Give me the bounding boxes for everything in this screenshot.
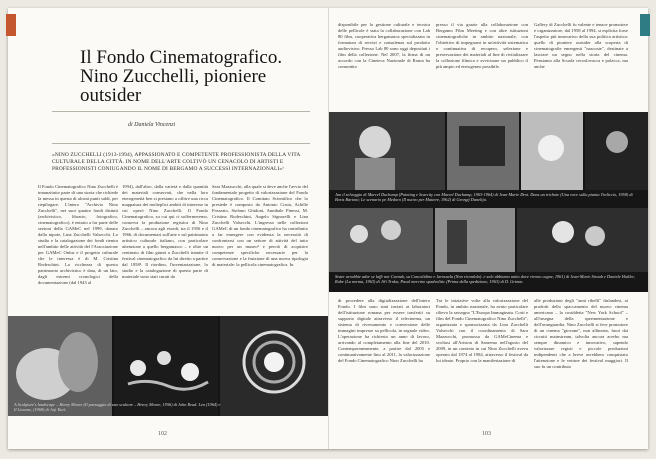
right-photo-caption-top: Jan il selvaggio di Marcel Duchamp (Painting e Scarcity con Marcel Duchamp, 1963-1964) di Jean-Marie Drot. Dans un trichote (Una voce sulla pianta Traliccio, 1958) di Boris Bartoni; Le scenario pe Medoro (Il nuovo per Mattere, 1962) di Georgij Danelija. xyxy=(335,192,633,203)
still-figure-head xyxy=(157,351,171,365)
article-deck: «NINO ZUCCHELLI (1913-1994), APPASSIONATO E COMPETENTE PROFESSIONISTA DELLA VITA CULTURALE DELLA CITTÀ. IN NOME DELL'ARTE COLTIVÒ UN CENACOLO DI ARTISTI E PROFESSIONISTI CONIUGANDO IL NOME DI BERGAMO A SUCCESSI INTERNAZIONALI»¹ xyxy=(52,152,301,173)
still-figure-head xyxy=(181,363,199,381)
article-title xyxy=(80,48,320,105)
left-photo-caption: A Sculpture's landscape – Henry Moore (Il paesaggio di uno scultore – Henry Moore, 1956) di John Read. Lea (1964) e Il Lissone, (1968) di Joji Kurì. xyxy=(14,402,221,413)
still-figure-head xyxy=(130,360,146,376)
still-window xyxy=(459,126,505,166)
section-tab-right xyxy=(640,14,650,36)
right-bottom-column-1: di procedere alla digitalizzazione dell'intero Fondo. I film sono stati inviati ai laboratori dell'istituzione romana per essere trasferiti su supporto digitale attraverso il telecinema, un sistema di riversamento e conversione delle immagini impresse su pellicola, in segnale video. L'operazione ha richiesto un anno di lavoro, arrivando al completamento alla fine del 2010. Contemporaneamente, a partire dal 2005 e continuativamente fino al 2011, la valorizzazione del Fondo Cinematografico Nino Zucchelli ha xyxy=(338,298,430,363)
right-bottom-column-2: Tra le iniziative volte alla valorizzazione del Fondo, in ambito nazionale, ha avuto particolare rilievo la rassegna "L'Europa Immaginata. Corti e film del Fondo Cinematografico Nino Zucchelli", organizzata e sponsorizzata da Lina Zucchelli Valsecchi con il coordinamento di Sara Mazzucchi, promossa da GAMeCinema e svoltasi all'Ariston di Sanremo nell'agosto del 2009, in un contesto in cui Nino Zucchelli aveva operato dal 1974 al 1984, attraverso il festival da lui ideato. Proprio con la manifestazione di xyxy=(436,298,528,363)
right-column-3: Gallery di Zucchelli fu valente e tenace promotore e organizzatore, dal 1958 al 1994, si esplicita forse l'aspetto più innovativo della sua politica artistica: quello di pioniere outsider alla scoperta di cinematografie emergenti "nascoste", destinate a lasciare un segno nella storia del cinema. Pensiamo alla Scuola cecoslovacca e polacca, ma anche xyxy=(534,22,628,69)
magazine-spread xyxy=(8,8,648,449)
still-figure-head xyxy=(552,221,574,243)
still-figure-head xyxy=(585,226,605,246)
still-figure-head xyxy=(350,225,368,243)
left-column-3: Sara Mazzucchi, alla quale si deve anche l'avvio del fondamentale progetto di valorizzazione del Fondo Cinematografico. Il Comitato Scientifico che lo presiede è composto da Antonio Costa, Achille Frezzato, Stefano Ghidoni, Annibale Pinessi, M. Cristina Rodeschini, Angelo Signorelli e Lina Zucchelli Valsecchi. L'ingresso nelle collezioni GAMeC di un fondo cinematografico ha contribuito a far emergere con evidenza la necessità di confrontarsi con un settore di attività del tutto nuovo per un museo³ e perciò di acquisire competenze specifiche necessarie per la conservazione e la fruizione di una nuova tipologia di materiale: la pellicola cinematografica. In xyxy=(212,184,308,267)
still-figure-head xyxy=(381,220,401,240)
still-crowd xyxy=(329,208,433,272)
left-column-2: 1994), dall'altro, dalla varietà e dalla quantità dei materiali conservati, che nella loro eterogeneità ben si prestano a offrire una ricca mappatura dei molteplici ambiti di interesse in cui operò Nino Zucchelli. Il Fondo Cinematografico, su cui qui ci soffermeremo, conserva la produzione registica di Nino Zucchelli – ancora agli esordi, tra il 1956 e il 1966, di documentari sull'arte e sul patrimonio artistico culturale italiano, con particolare attenzione a quello bergamasco – e oltre un centinaio di film giunti a Zucchelli tramite il festival cinematografico da lui diretto a partire dal 1958². Il riordino, l'inventariazione, lo studio e la catalogazione di questa parte di materiale sono stati curati da xyxy=(122,184,208,279)
still-couple xyxy=(517,208,648,272)
title-line-2: Nino Zucchelli, pioniere outsider xyxy=(80,66,267,106)
right-photo-caption-bottom: Sister arrabbie ador se lafft nor Cavnak, su Concolidino e Jarosavla (Non ricordalo). e solo abbiamo unito dove vivono cagne, 1961) di Jean-Marie Straub e Daniele Huillet; Rabe (La norma, 1963) di Jiří Trnka; Pasol mercino spadvolitic (Prima della spedizione, 1963) di D. Grimm. xyxy=(335,274,636,285)
left-column-1: Il Fondo Cinematografico Nino Zucchelli è innanzitutto parte di una storia che richiede la messa in questa di alcuni punti saldi, per riepilogare. L'intero "Archivio Nino Zucchelli", nei suoi quattro fondi distinti (archivistico, librario, fotografico, cinematografico), è entrato a far parte delle sezioni della GAMeC nel 1999, donato dalla nipote, Lina Zucchelli Valsecchi. Lo studio e la catalogazione dei fondi rientra nell'ambito delle attività del l'Associazione per GAMeC Onlus e il progetto culturale che le interessa è di M. Cristina Rodeschini. La ricchezza di questo patrimonio archivistico è data, di un lato, dagli estremi cronologici della documentazione (dal 1943 al xyxy=(38,184,118,285)
right-bottom-column-3: alle produzioni degli "anni ribelli" finlandesi, ai prodotti dello spaccamento del nuovo cinema americano – la cosiddetta "New York School" – all'insegna della sperimentazione e dell'avanguardia. Nino Zucchelli si fece promotore di un cinema "giovane", non allineato, fuori dai circuiti mainstream, talvolta ancora acerbo ma sempre dinamico e innovativo, sapendo valorizzare registi e piccole produzioni indipendenti che a breve avrebbero conquistato l'attenzione e le vetrine dei festival maggiori. Il suo fu un contributo xyxy=(534,298,628,369)
still-figure xyxy=(538,135,564,161)
film-stills-grid-right xyxy=(329,112,648,292)
title-rule xyxy=(52,111,310,112)
page-number-left: 102 xyxy=(158,431,167,437)
still-doorway xyxy=(447,220,467,264)
title-line-1: Il Fondo Cinematografico. xyxy=(80,47,283,68)
still-figure xyxy=(606,131,628,153)
byline-rule xyxy=(52,143,310,144)
right-column-1: disponibile per la gestione culturale e tecnica delle pellicole è stata la collaborazione con Lab 80 film, cooperativa bergamasca specializzata in formatura di servizi e consulenza sul prodotto audiovisivo. Presso Lab 80 sono oggi depositati i film della collezione. Nel 2007, la firma di un accordo con la Cineteca Nazionale di Roma ha consentito xyxy=(338,22,430,69)
still-portrait-face xyxy=(359,126,391,158)
page-number-right: 103 xyxy=(482,431,491,437)
author-byline: di Daniela Vincenzi xyxy=(128,122,176,128)
film-stills-strip-left xyxy=(8,316,328,416)
film-stills-left-illustration xyxy=(8,316,328,416)
still-portrait-body xyxy=(355,158,395,190)
still-sculpture-shape-2 xyxy=(58,332,98,392)
still-figures xyxy=(114,316,218,416)
section-tab-left xyxy=(6,14,16,36)
still-circle xyxy=(264,352,284,372)
right-column-2: presso il via grazie alla collaborazione con Bergamo Film Meeting e con altre istituzioni cinematografiche in ambito nazionale, con l'obiettivo di impegnarsi in un'attività sistematica e continuativa di recupero, selezione e preservazione dei materiali al fine di rivitalizzare la collezione filmica e avvicinare un pubblico il più ampio ed eterogeneo possibile. xyxy=(436,22,528,69)
